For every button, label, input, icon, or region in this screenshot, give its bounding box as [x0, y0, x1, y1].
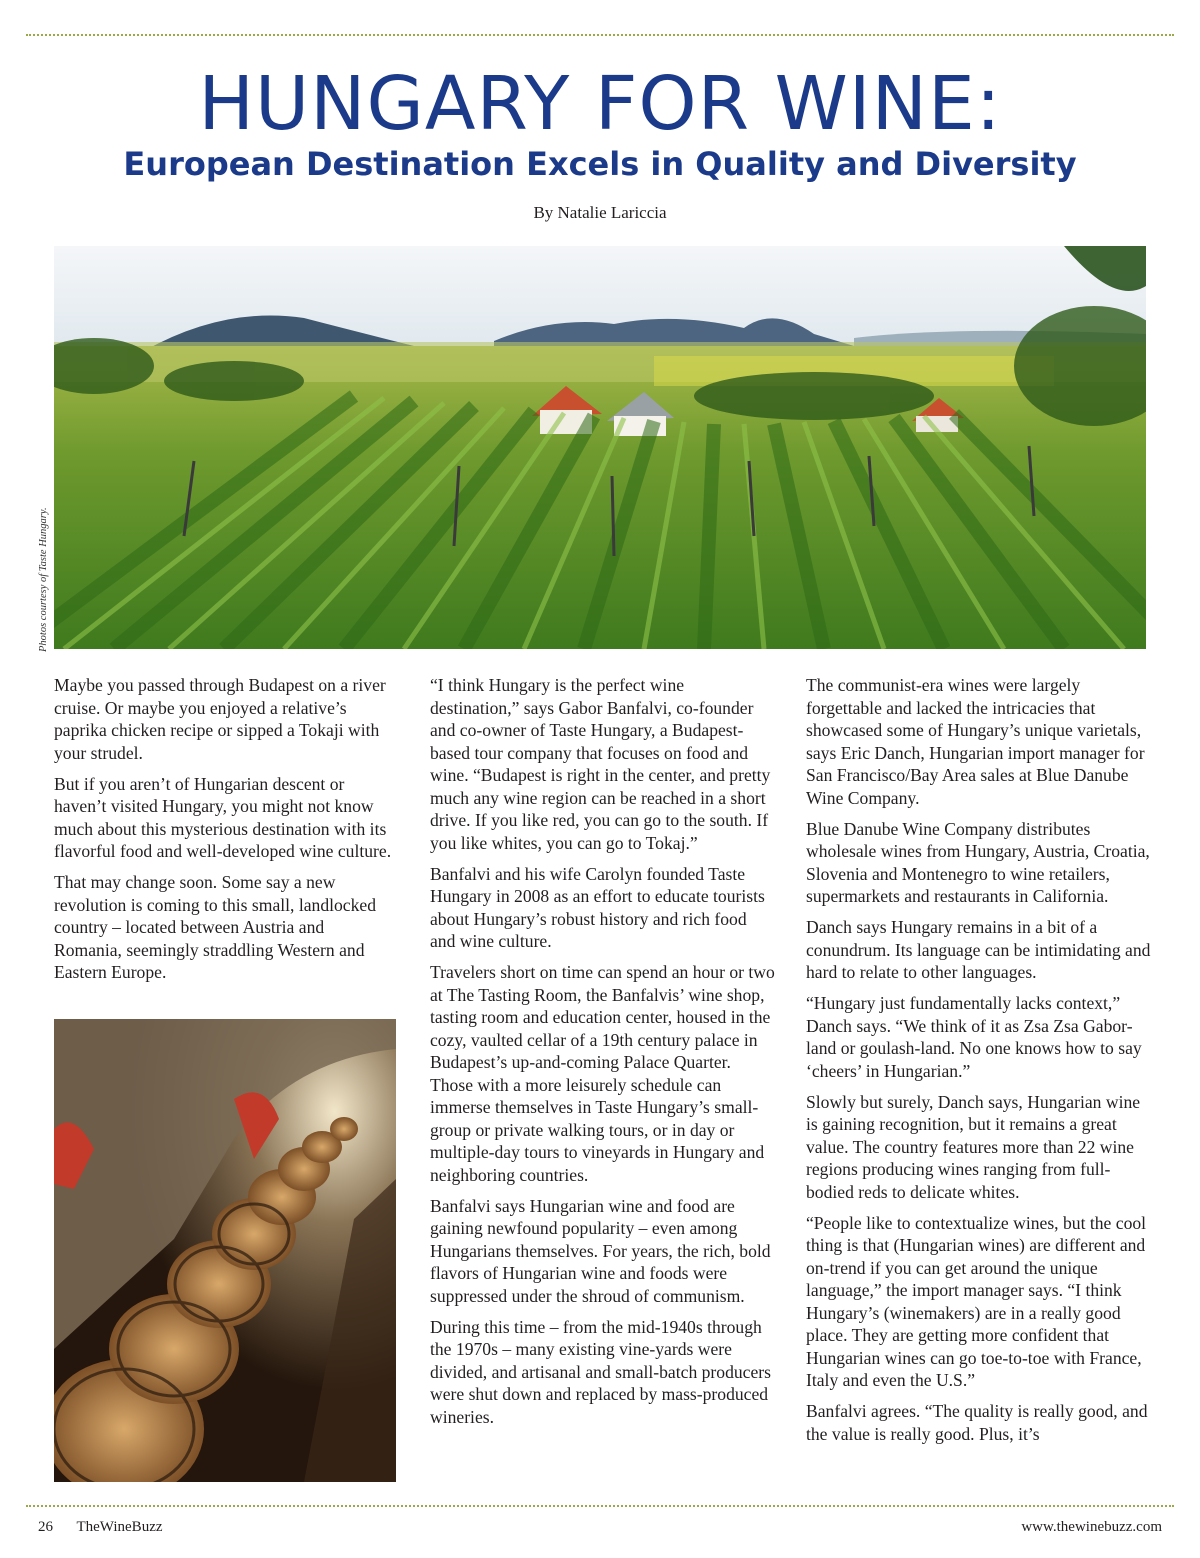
top-dotted-rule: [26, 34, 1174, 36]
paragraph: Blue Danube Wine Company distributes wholesale wines from Hungary, Austria, Croatia, Slovenia and Montenegro to wine retailers, supermarkets and restaurants in California.: [806, 818, 1150, 906]
paragraph: “I think Hungary is the perfect wine destination,” says Gabor Banfalvi, co-founder and co-owner of Taste Hungary, a Budapest-based tour company that focuses on food and wine. “Budapest is right in the center, and pretty much any wine region can be reached in a short drive. If you like red, you can go to the south. If you like whites, you can go to Tokaj.”: [430, 675, 771, 853]
paragraph: “Hungary just fundamentally lacks context,” Danch says. “We think of it as Zsa Zsa Gabor-land or goulash-land. No one knows how to say ‘cheers’ in Hungarian.”: [806, 993, 1142, 1081]
text-column-1: [54, 674, 396, 992]
paragraph: “People like to contextualize wines, but the cool thing is that (Hungarian wines) are different and on-trend if you can get around the unique language,” the import manager says. “I think Hungary’s (winemakers) are in a really good place. They are getting more confident that Hungarian wines can go toe-to-toe with France, Italy and even the U.S.”: [806, 1212, 1147, 1390]
photo-credit: Photos courtesy of Taste Hungary.: [38, 507, 49, 652]
paragraph: Slowly but surely, Danch says, Hungarian wine is gaining recognition, but it remains a great value. The country features more than 22 wine regions producing wines ranging from full-bodied reds to delicate whites.: [806, 1091, 1141, 1202]
footer-website: www.thewinebuzz.com: [1021, 1519, 1162, 1535]
footer-left: [38, 1517, 163, 1537]
paragraph: Danch says Hungary remains in a bit of a conundrum. Its language can be intimidating and hard to relate to other languages.: [806, 917, 1151, 982]
page-number: 26: [38, 1519, 53, 1535]
bottom-dotted-rule: [26, 1505, 1174, 1507]
paragraph: Banfalvi agrees. “The quality is really good, and the value is really good. Plus, it’s: [806, 1401, 1148, 1444]
paragraph: Banfalvi says Hungarian wine and food are gaining newfound popularity – even among Hungarians themselves. For years, the rich, bold flavors of Hungarian wine and foods were suppressed under the shroud of communism.: [430, 1195, 771, 1306]
wine-cellar-barrels-photo: [54, 1019, 396, 1482]
paragraph: The communist-era wines were largely forgettable and lacked the intricacies that showcased some of Hungary’s unique varietals, says Eric Danch, Hungarian import manager for San Francisco/Bay Area sales at Blue Danube Wine Company.: [806, 675, 1145, 808]
byline: By Natalie Lariccia: [533, 203, 667, 222]
vineyard-landscape-photo: [54, 246, 1146, 649]
article-subtitle: European Destination Excels in Quality and Diversity: [123, 145, 1077, 183]
article-title: HUNGARY FOR WINE:: [198, 61, 1002, 147]
paragraph: During this time – from the mid-1940s through the 1970s – many existing vine-yards were divided, and artisanal and small-batch producers were shut down and replaced by mass-produced wineries.: [430, 1316, 772, 1427]
paragraph: Maybe you passed through Budapest on a river cruise. Or maybe you enjoyed a relative’s paprika chicken recipe or sipped a Tokaji with your strudel.: [54, 675, 386, 763]
text-column-3: [806, 674, 1151, 1454]
paragraph: Travelers short on time can spend an hour or two at The Tasting Room, the Banfalvis’ wine shop, tasting room and education center, housed in the cozy, vaulted cellar of a 19th century palace in Budapest’s up-and-coming Palace Quarter. Those with a more leisurely schedule can immerse themselves in Taste Hungary’s small-group or private walking tours, or in day or multiple-day tours to vineyards in Hungary and neighboring countries.: [430, 962, 775, 1185]
text-column-2: [430, 674, 775, 1437]
paragraph: That may change soon. Some say a new revolution is coming to this small, landlocked country – located between Austria and Romania, seemingly straddling Western and Eastern Europe.: [54, 872, 377, 982]
publication-name: TheWineBuzz: [76, 1519, 163, 1535]
paragraph: Banfalvi and his wife Carolyn founded Taste Hungary in 2008 as an effort to educate tourists about Hungary’s robust history and rich food and wine culture.: [430, 863, 765, 951]
paragraph: But if you aren’t of Hungarian descent or haven’t visited Hungary, you might not know much about this mysterious destination with its flavorful food and well-developed wine culture.: [54, 773, 392, 861]
